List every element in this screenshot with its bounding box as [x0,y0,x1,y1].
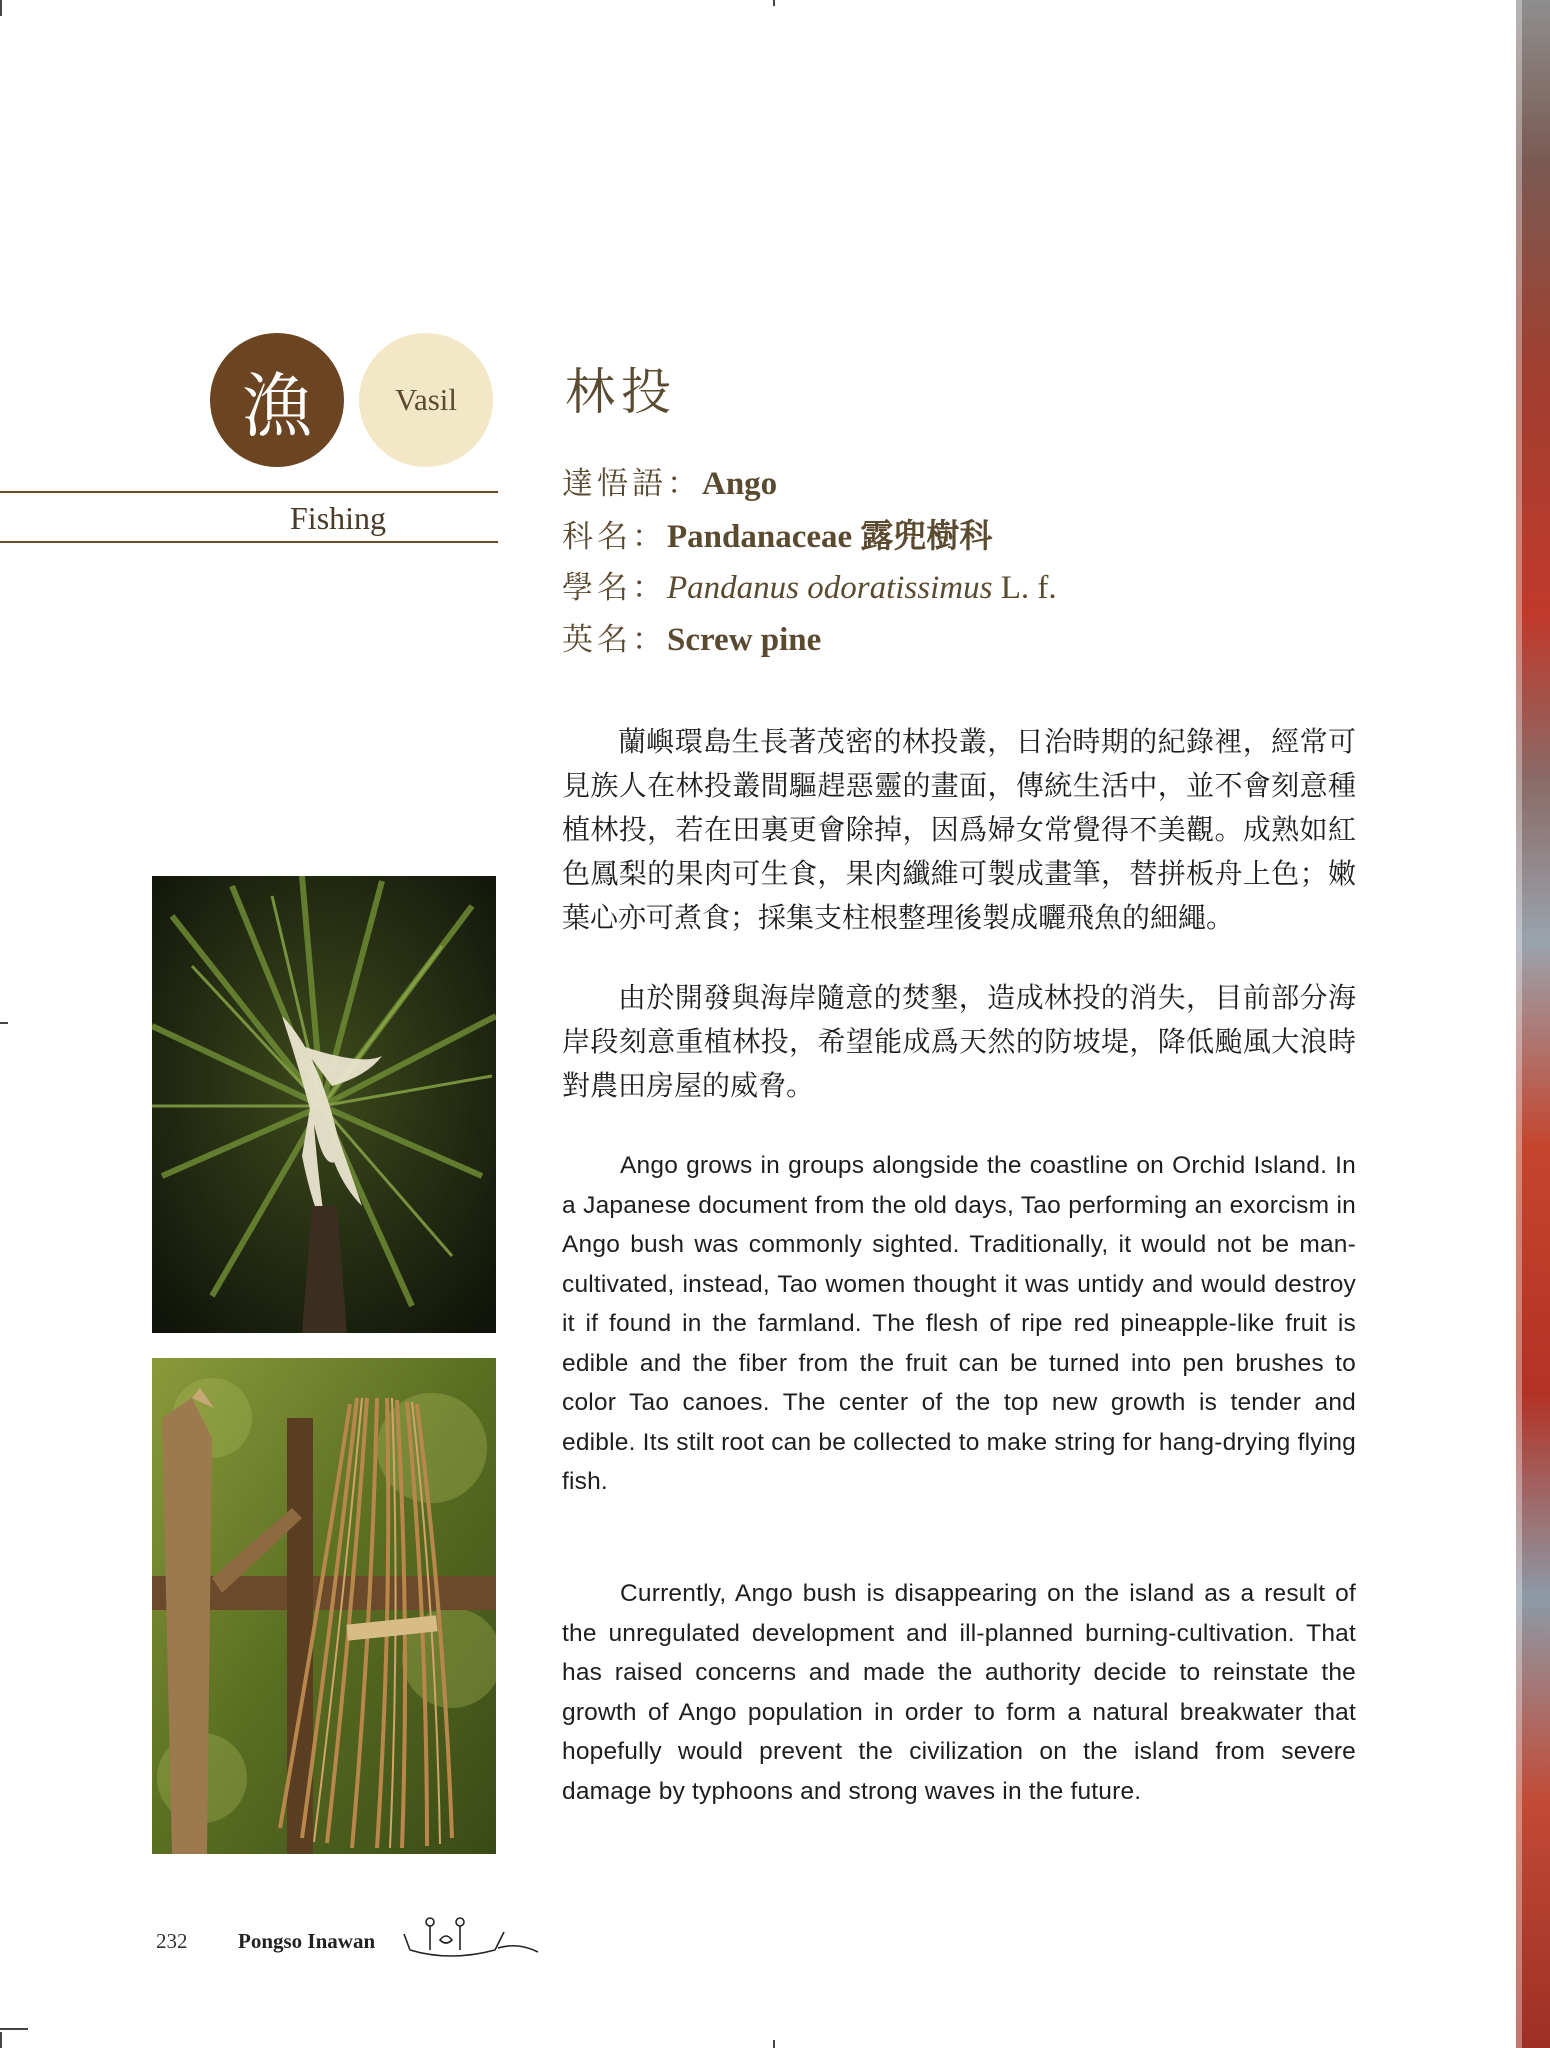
field-tao-name [562,458,777,503]
crop-mark [0,2028,28,2030]
field-value: Screw pine [667,622,822,658]
body-zh-paragraph-1: 蘭嶼環島生長著茂密的林投叢，日治時期的紀錄裡，經常可見族人在林投叢間驅趕惡靈的畫面，傳統生活中，並不會刻意種植林投，若在田裏更會除掉，因爲婦女常覺得不美觀。成熟如紅色鳳梨的果肉可生食，果肉纖維可製成畫筆，替拼板舟上色；嫩葉心亦可煮食；採集支柱根整理後製成曬飛魚的細繩。 [562,725,1356,934]
crop-mark [773,2040,775,2048]
field-key: 達悟語： [562,466,702,502]
field-value: Ango [702,466,778,502]
crop-mark [0,1022,8,1024]
crop-mark [773,0,775,6]
page-number: 232 [156,1929,188,1953]
field-key: 科名： [562,519,667,555]
tao-word-badge [359,333,493,467]
category-glyph: 漁 [242,364,312,447]
field-scientific-name [562,562,1057,607]
section-label-english: Fishing [290,500,387,536]
field-suffix: L. f. [992,570,1057,606]
canoe-logo-icon [400,1912,540,1964]
body-zh-paragraph-2: 由於開發與海岸隨意的焚墾，造成林投的消失，目前部分海岸段刻意重植林投，希望能成爲天然的防坡堤，降低颱風大浪時對農田房屋的威脅。 [562,981,1356,1102]
crop-mark [0,2032,2,2048]
adjacent-page-photo-edge [1516,0,1550,2048]
tao-word: Vasil [395,382,457,417]
field-family [562,510,992,557]
field-key: 學名： [562,570,667,606]
section-rule-bottom [0,541,498,543]
entry-title: 林投 [565,363,677,421]
category-glyph-badge [210,333,344,467]
body-en-paragraph-1: Ango grows in groups alongside the coastline on Orchid Island. In a Japanese document from the old days, Tao performing an exorcism in Ango bush was commonly sighted. Traditionally, it would not be man-cultivated, instead, Tao women thought it was untidy and would destroy it if found in the farmland. The flesh of ripe red pineapple-like fruit is edible and the fiber from the fruit can be turned into pen brushes to color Tao canoes. The center of the top new growth is tender and edible. Its stilt root can be collected to make string for hang-drying flying fish. [562,1152,1356,1495]
fiber-bundle-photo [152,1358,496,1854]
field-value: Pandanus odoratissimus [667,570,993,606]
pandanus-plant-photo [152,876,496,1333]
body-en-paragraph-2: Currently, Ango bush is disappearing on the island as a result of the unregulated development and ill-planned burning-cultivation. That has raised concerns and made the authority decide to reinstate the growth of Ango population in order to form a natural breakwater that hopefully would prevent the civilization on the island from severe damage by typhoons and strong waves in the future. [562,1580,1356,1805]
crop-mark [0,0,2,16]
field-key: 英名： [562,622,667,658]
field-value: Pandanaceae 露兜樹科 [667,519,993,555]
book-title: Pongso Inawan [238,1929,376,1953]
field-english-name [562,614,821,659]
section-rule-top [0,491,498,493]
